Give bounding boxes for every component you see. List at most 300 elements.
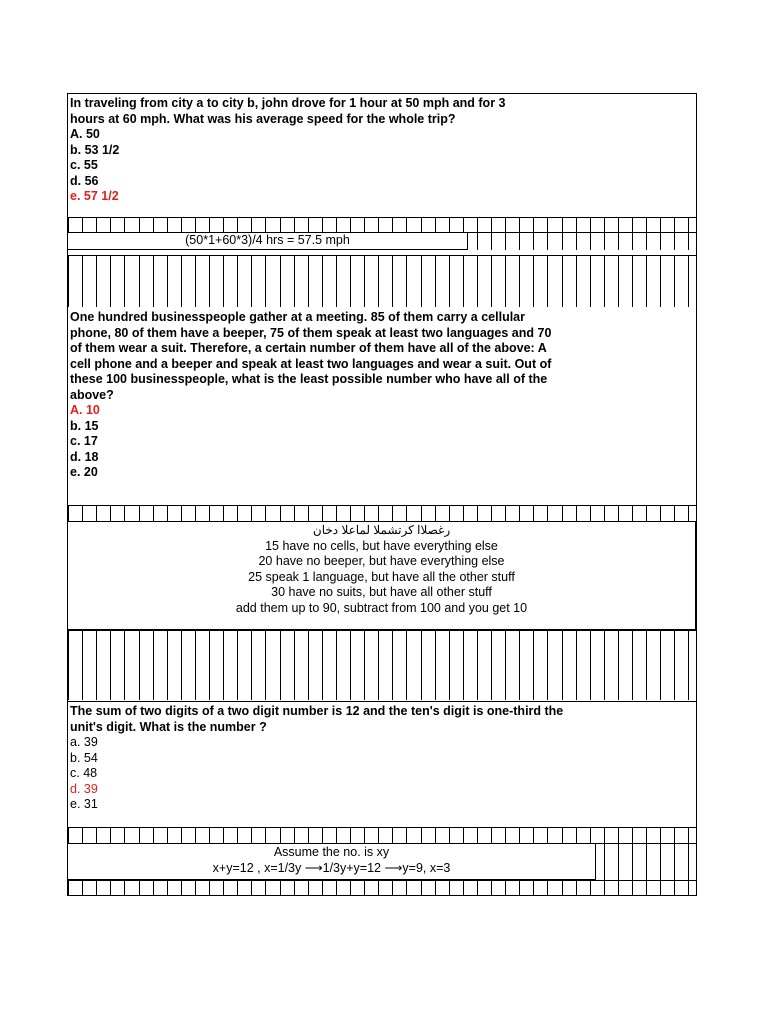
grid-cell-divider bbox=[632, 233, 633, 250]
grid-cell-divider bbox=[632, 828, 633, 843]
grid-cell-divider bbox=[251, 256, 252, 307]
grid-cell-divider bbox=[308, 828, 309, 843]
grid-cell-divider bbox=[68, 218, 69, 233]
grid-cell-divider bbox=[392, 256, 393, 307]
grid-cell-divider bbox=[590, 506, 591, 521]
grid-cell-divider bbox=[378, 218, 379, 233]
grid-cell-divider bbox=[322, 631, 323, 700]
question-3-option-d-answer: d. 39 bbox=[70, 781, 98, 796]
grid-cell-divider bbox=[280, 506, 281, 521]
grid-cell-divider bbox=[632, 256, 633, 307]
grid-cell-divider bbox=[576, 828, 577, 843]
grid-cell-divider bbox=[294, 828, 295, 843]
grid-cell-divider bbox=[547, 506, 548, 521]
grid-cell-divider bbox=[646, 844, 647, 880]
grid-cell-divider bbox=[604, 218, 605, 233]
grid-cell-divider bbox=[632, 218, 633, 233]
grid-cell-divider bbox=[406, 881, 407, 896]
grid-cell-divider bbox=[505, 631, 506, 700]
grid-cell-divider bbox=[322, 881, 323, 896]
grid-cell-divider bbox=[364, 828, 365, 843]
grid-cell-divider bbox=[68, 631, 69, 700]
solution-3-line-2: x+y=12 , x=1/3y ⟶1/3y+y=12 ⟶y=9, x=3 bbox=[212, 860, 451, 875]
grid-cell-divider bbox=[181, 256, 182, 307]
grid-cell-divider bbox=[533, 256, 534, 307]
grid-cell-divider bbox=[322, 506, 323, 521]
grid-cell-divider bbox=[392, 828, 393, 843]
grid-cell-divider bbox=[547, 233, 548, 250]
grid-cell-divider bbox=[251, 828, 252, 843]
grid-cell-divider bbox=[449, 256, 450, 307]
grid-cell-divider bbox=[660, 233, 661, 250]
grid-cell-divider bbox=[265, 631, 266, 700]
grid-cell-divider bbox=[463, 881, 464, 896]
grid-cell-divider bbox=[562, 828, 563, 843]
grid-cell-divider bbox=[237, 828, 238, 843]
grid-cell-divider bbox=[491, 218, 492, 233]
grid-cell-divider bbox=[646, 218, 647, 233]
grid-cell-divider bbox=[604, 828, 605, 843]
grid-cell-divider bbox=[533, 233, 534, 250]
grid-cell-divider bbox=[491, 881, 492, 896]
grid-cell-divider bbox=[336, 631, 337, 700]
grid-cell-divider bbox=[674, 844, 675, 880]
grid-cell-divider bbox=[505, 881, 506, 896]
grid-cell-divider bbox=[604, 844, 605, 880]
grid-cell-divider bbox=[82, 256, 83, 307]
grid-cell-divider bbox=[491, 506, 492, 521]
grid-cell-divider bbox=[181, 218, 182, 233]
grid-cell-divider bbox=[82, 218, 83, 233]
solution-2-line-4: 25 speak 1 language, but have all the other stuff bbox=[248, 569, 515, 584]
grid-cell-divider bbox=[533, 218, 534, 233]
grid-cell-divider bbox=[110, 881, 111, 896]
grid-cell-divider bbox=[562, 256, 563, 307]
grid-cell-divider bbox=[519, 256, 520, 307]
grid-cell-divider bbox=[364, 631, 365, 700]
grid-cell-divider bbox=[378, 256, 379, 307]
grid-cell-divider bbox=[562, 218, 563, 233]
grid-cell-divider bbox=[421, 506, 422, 521]
grid-cell-divider bbox=[477, 881, 478, 896]
grid-cell-divider bbox=[96, 631, 97, 700]
grid-cell-divider bbox=[392, 881, 393, 896]
grid-cell-divider bbox=[322, 828, 323, 843]
grid-cell-divider bbox=[294, 218, 295, 233]
grid-cell-divider bbox=[139, 828, 140, 843]
solution-2-line-1: رغصلاا كرتشملا لماعلا دخان bbox=[312, 523, 451, 537]
grid-cell-divider bbox=[604, 631, 605, 700]
grid-cell-divider bbox=[237, 218, 238, 233]
grid-cell-divider bbox=[294, 631, 295, 700]
question-2 bbox=[68, 308, 696, 481]
grid-cell-divider bbox=[449, 881, 450, 896]
question-2-option-c: c. 17 bbox=[70, 434, 98, 448]
grid-cell-divider bbox=[590, 218, 591, 233]
grid-cell-divider bbox=[463, 218, 464, 233]
grid-cell-divider bbox=[350, 881, 351, 896]
grid-cell-divider bbox=[153, 828, 154, 843]
grid-cell-divider bbox=[576, 506, 577, 521]
grid-cell-divider bbox=[505, 506, 506, 521]
grid-cell-divider bbox=[632, 631, 633, 700]
solution-2-line-5: 30 have no suits, but have all other stuff bbox=[271, 585, 492, 599]
grid-cell-divider bbox=[364, 881, 365, 896]
grid-cell-divider bbox=[421, 631, 422, 700]
grid-cell-divider bbox=[265, 256, 266, 307]
grid-cell-divider bbox=[660, 218, 661, 233]
grid-row bbox=[68, 827, 696, 843]
grid-cell-divider bbox=[237, 881, 238, 896]
grid-cell-divider bbox=[604, 233, 605, 250]
grid-cell-divider bbox=[308, 218, 309, 233]
grid-cell-divider bbox=[237, 631, 238, 700]
grid-cell-divider bbox=[223, 256, 224, 307]
grid-cell-divider bbox=[576, 256, 577, 307]
grid-cell-divider bbox=[435, 828, 436, 843]
grid-row bbox=[68, 217, 696, 233]
grid-cell-divider bbox=[449, 828, 450, 843]
grid-cell-divider bbox=[237, 506, 238, 521]
grid-cell-divider bbox=[294, 506, 295, 521]
question-2-line-3: of them wear a suit. Therefore, a certain number of them have all of the above: A bbox=[70, 341, 547, 355]
grid-cell-divider bbox=[660, 256, 661, 307]
grid-cell-divider bbox=[576, 233, 577, 250]
grid-cell-divider bbox=[590, 881, 591, 896]
grid-cell-divider bbox=[547, 631, 548, 700]
grid-cell-divider bbox=[674, 881, 675, 896]
grid-cell-divider bbox=[209, 828, 210, 843]
grid-cell-divider bbox=[124, 218, 125, 233]
grid-cell-divider bbox=[124, 631, 125, 700]
grid-cell-divider bbox=[280, 881, 281, 896]
grid-cell-divider bbox=[477, 631, 478, 700]
grid-cell-divider bbox=[336, 218, 337, 233]
grid-cell-divider bbox=[688, 506, 689, 521]
grid-cell-divider bbox=[82, 506, 83, 521]
spreadsheet-page bbox=[67, 93, 697, 896]
grid-cell-divider bbox=[195, 828, 196, 843]
grid-cell-divider bbox=[195, 218, 196, 233]
grid-cell-divider bbox=[110, 828, 111, 843]
solution-1 bbox=[68, 232, 468, 250]
grid-cell-divider bbox=[590, 233, 591, 250]
grid-cell-divider bbox=[265, 218, 266, 233]
question-3-line-1: The sum of two digits of a two digit number is 12 and the ten's digit is one-third the bbox=[70, 704, 564, 718]
grid-cell-divider bbox=[336, 506, 337, 521]
grid-cell-divider bbox=[463, 506, 464, 521]
grid-cell-divider bbox=[562, 881, 563, 896]
grid-cell-divider bbox=[350, 631, 351, 700]
question-2-line-5: these 100 businesspeople, what is the least possible number who have all of the bbox=[70, 372, 548, 386]
grid-cell-divider bbox=[547, 881, 548, 896]
grid-cell-divider bbox=[618, 233, 619, 250]
grid-cell-divider bbox=[674, 506, 675, 521]
grid-row bbox=[68, 255, 696, 307]
grid-cell-divider bbox=[688, 828, 689, 843]
grid-cell-divider bbox=[167, 506, 168, 521]
question-1 bbox=[68, 94, 696, 205]
grid-cell-divider bbox=[82, 631, 83, 700]
grid-cell-divider bbox=[421, 881, 422, 896]
grid-cell-divider bbox=[435, 506, 436, 521]
grid-cell-divider bbox=[350, 828, 351, 843]
grid-cell-divider bbox=[96, 218, 97, 233]
grid-cell-divider bbox=[421, 828, 422, 843]
grid-cell-divider bbox=[674, 631, 675, 700]
grid-cell-divider bbox=[280, 828, 281, 843]
question-3-line-2: unit's digit. What is the number ? bbox=[70, 719, 267, 734]
grid-cell-divider bbox=[392, 506, 393, 521]
grid-cell-divider bbox=[308, 631, 309, 700]
question-2-option-e: e. 20 bbox=[70, 465, 98, 479]
question-1-line-1: In traveling from city a to city b, john drove for 1 hour at 50 mph and for 3 bbox=[70, 96, 506, 110]
grid-cell-divider bbox=[322, 256, 323, 307]
grid-cell-divider bbox=[590, 828, 591, 843]
grid-cell-divider bbox=[576, 881, 577, 896]
grid-cell-divider bbox=[449, 218, 450, 233]
solution-2-line-2: 15 have no cells, but have everything else bbox=[265, 538, 498, 553]
grid-cell-divider bbox=[153, 256, 154, 307]
question-3-option-a: a. 39 bbox=[70, 735, 98, 749]
grid-cell-divider bbox=[96, 256, 97, 307]
grid-cell-divider bbox=[181, 631, 182, 700]
grid-cell-divider bbox=[392, 218, 393, 233]
grid-cell-divider bbox=[167, 218, 168, 233]
grid-cell-divider bbox=[139, 631, 140, 700]
grid-cell-divider bbox=[618, 631, 619, 700]
grid-cell-divider bbox=[660, 506, 661, 521]
grid-cell-divider bbox=[153, 631, 154, 700]
grid-cell-divider bbox=[449, 631, 450, 700]
grid-cell-divider bbox=[209, 881, 210, 896]
grid-cell-divider bbox=[68, 881, 69, 896]
grid-cell-divider bbox=[576, 218, 577, 233]
grid-cell-divider bbox=[68, 506, 69, 521]
solution-3 bbox=[68, 843, 596, 880]
grid-cell-divider bbox=[435, 631, 436, 700]
grid-cell-divider bbox=[110, 506, 111, 521]
grid-row bbox=[596, 843, 696, 880]
grid-cell-divider bbox=[505, 256, 506, 307]
grid-cell-divider bbox=[688, 218, 689, 233]
grid-cell-divider bbox=[251, 631, 252, 700]
grid-cell-divider bbox=[688, 881, 689, 896]
question-1-option-b: b. 53 1/2 bbox=[70, 142, 120, 157]
grid-cell-divider bbox=[491, 233, 492, 250]
grid-cell-divider bbox=[181, 881, 182, 896]
grid-cell-divider bbox=[533, 828, 534, 843]
grid-cell-divider bbox=[491, 828, 492, 843]
grid-cell-divider bbox=[604, 256, 605, 307]
question-2-option-b: b. 15 bbox=[70, 418, 99, 433]
grid-cell-divider bbox=[153, 218, 154, 233]
grid-cell-divider bbox=[308, 506, 309, 521]
grid-cell-divider bbox=[688, 233, 689, 250]
grid-cell-divider bbox=[421, 218, 422, 233]
grid-cell-divider bbox=[68, 828, 69, 843]
grid-cell-divider bbox=[195, 631, 196, 700]
grid-cell-divider bbox=[223, 631, 224, 700]
grid-cell-divider bbox=[251, 881, 252, 896]
grid-cell-divider bbox=[519, 881, 520, 896]
grid-cell-divider bbox=[350, 506, 351, 521]
grid-cell-divider bbox=[378, 506, 379, 521]
grid-cell-divider bbox=[110, 631, 111, 700]
grid-cell-divider bbox=[110, 256, 111, 307]
grid-cell-divider bbox=[491, 256, 492, 307]
question-3-option-e: e. 31 bbox=[70, 797, 98, 811]
grid-cell-divider bbox=[223, 828, 224, 843]
grid-cell-divider bbox=[322, 218, 323, 233]
grid-cell-divider bbox=[618, 881, 619, 896]
grid-cell-divider bbox=[167, 881, 168, 896]
grid-cell-divider bbox=[533, 881, 534, 896]
grid-cell-divider bbox=[364, 506, 365, 521]
question-2-option-d: d. 18 bbox=[70, 449, 99, 464]
grid-cell-divider bbox=[124, 881, 125, 896]
question-2-line-4: cell phone and a beeper and speak at least two languages and wear a suit. Out of bbox=[70, 356, 552, 371]
grid-cell-divider bbox=[406, 256, 407, 307]
grid-row bbox=[468, 232, 696, 250]
grid-cell-divider bbox=[519, 828, 520, 843]
grid-cell-divider bbox=[519, 233, 520, 250]
question-1-option-a: A. 50 bbox=[70, 127, 100, 141]
grid-cell-divider bbox=[280, 218, 281, 233]
grid-cell-divider bbox=[618, 828, 619, 843]
grid-cell-divider bbox=[660, 881, 661, 896]
grid-cell-divider bbox=[491, 631, 492, 700]
grid-cell-divider bbox=[590, 631, 591, 700]
question-2-line-2: phone, 80 of them have a beeper, 75 of them speak at least two languages and 70 bbox=[70, 325, 552, 340]
grid-cell-divider bbox=[392, 631, 393, 700]
grid-cell-divider bbox=[209, 506, 210, 521]
grid-cell-divider bbox=[505, 233, 506, 250]
grid-cell-divider bbox=[96, 506, 97, 521]
question-1-option-c: c. 55 bbox=[70, 158, 98, 172]
grid-cell-divider bbox=[632, 881, 633, 896]
grid-cell-divider bbox=[364, 218, 365, 233]
grid-cell-divider bbox=[139, 506, 140, 521]
grid-cell-divider bbox=[660, 631, 661, 700]
grid-cell-divider bbox=[265, 881, 266, 896]
grid-cell-divider bbox=[477, 506, 478, 521]
grid-cell-divider bbox=[547, 218, 548, 233]
grid-cell-divider bbox=[519, 218, 520, 233]
grid-cell-divider bbox=[547, 828, 548, 843]
grid-cell-divider bbox=[195, 506, 196, 521]
grid-cell-divider bbox=[435, 256, 436, 307]
grid-cell-divider bbox=[604, 506, 605, 521]
solution-3-line-1: Assume the no. is xy bbox=[273, 845, 390, 859]
grid-cell-divider bbox=[463, 256, 464, 307]
grid-cell-divider bbox=[195, 256, 196, 307]
question-3 bbox=[68, 701, 696, 813]
grid-cell-divider bbox=[336, 881, 337, 896]
grid-cell-divider bbox=[364, 256, 365, 307]
grid-cell-divider bbox=[660, 828, 661, 843]
grid-cell-divider bbox=[378, 881, 379, 896]
solution-1-line-1: (50*1+60*3)/4 hrs = 57.5 mph bbox=[185, 233, 350, 247]
grid-cell-divider bbox=[124, 256, 125, 307]
grid-cell-divider bbox=[96, 881, 97, 896]
grid-cell-divider bbox=[688, 631, 689, 700]
grid-cell-divider bbox=[265, 506, 266, 521]
grid-cell-divider bbox=[519, 506, 520, 521]
question-2-line-6: above? bbox=[70, 387, 114, 402]
question-1-line-2: hours at 60 mph. What was his average speed for the whole trip? bbox=[70, 111, 456, 126]
grid-cell-divider bbox=[378, 631, 379, 700]
grid-cell-divider bbox=[590, 256, 591, 307]
grid-cell-divider bbox=[618, 218, 619, 233]
grid-cell-divider bbox=[435, 218, 436, 233]
grid-cell-divider bbox=[195, 881, 196, 896]
grid-cell-divider bbox=[449, 506, 450, 521]
grid-cell-divider bbox=[477, 218, 478, 233]
grid-cell-divider bbox=[350, 218, 351, 233]
grid-cell-divider bbox=[604, 881, 605, 896]
grid-cell-divider bbox=[646, 506, 647, 521]
grid-cell-divider bbox=[477, 233, 478, 250]
grid-cell-divider bbox=[688, 844, 689, 880]
grid-cell-divider bbox=[533, 506, 534, 521]
grid-cell-divider bbox=[96, 828, 97, 843]
grid-cell-divider bbox=[209, 218, 210, 233]
grid-cell-divider bbox=[646, 881, 647, 896]
grid-cell-divider bbox=[660, 844, 661, 880]
grid-cell-divider bbox=[153, 881, 154, 896]
grid-cell-divider bbox=[547, 256, 548, 307]
grid-cell-divider bbox=[505, 218, 506, 233]
grid-cell-divider bbox=[646, 828, 647, 843]
grid-cell-divider bbox=[110, 218, 111, 233]
grid-cell-divider bbox=[294, 256, 295, 307]
grid-cell-divider bbox=[477, 828, 478, 843]
grid-cell-divider bbox=[378, 828, 379, 843]
grid-cell-divider bbox=[674, 233, 675, 250]
grid-cell-divider bbox=[265, 828, 266, 843]
grid-cell-divider bbox=[308, 256, 309, 307]
grid-cell-divider bbox=[251, 218, 252, 233]
grid-cell-divider bbox=[237, 256, 238, 307]
grid-cell-divider bbox=[280, 631, 281, 700]
question-3-option-c: c. 48 bbox=[70, 766, 98, 780]
grid-cell-divider bbox=[181, 828, 182, 843]
grid-cell-divider bbox=[167, 631, 168, 700]
grid-cell-divider bbox=[223, 218, 224, 233]
grid-cell-divider bbox=[463, 631, 464, 700]
grid-cell-divider bbox=[533, 631, 534, 700]
grid-row bbox=[68, 880, 696, 896]
grid-cell-divider bbox=[251, 506, 252, 521]
grid-cell-divider bbox=[124, 506, 125, 521]
grid-cell-divider bbox=[646, 233, 647, 250]
grid-cell-divider bbox=[688, 256, 689, 307]
grid-cell-divider bbox=[674, 218, 675, 233]
grid-cell-divider bbox=[223, 506, 224, 521]
grid-cell-divider bbox=[505, 828, 506, 843]
grid-row bbox=[68, 505, 696, 521]
grid-cell-divider bbox=[139, 881, 140, 896]
grid-cell-divider bbox=[646, 256, 647, 307]
solution-2-line-6: add them up to 90, subtract from 100 and you get 10 bbox=[235, 600, 528, 615]
solution-2 bbox=[68, 521, 696, 630]
grid-cell-divider bbox=[336, 256, 337, 307]
grid-cell-divider bbox=[632, 506, 633, 521]
question-2-line-1: One hundred businesspeople gather at a meeting. 85 of them carry a cellular bbox=[70, 310, 525, 324]
question-2-option-a-answer: A. 10 bbox=[70, 403, 100, 417]
grid-cell-divider bbox=[519, 631, 520, 700]
